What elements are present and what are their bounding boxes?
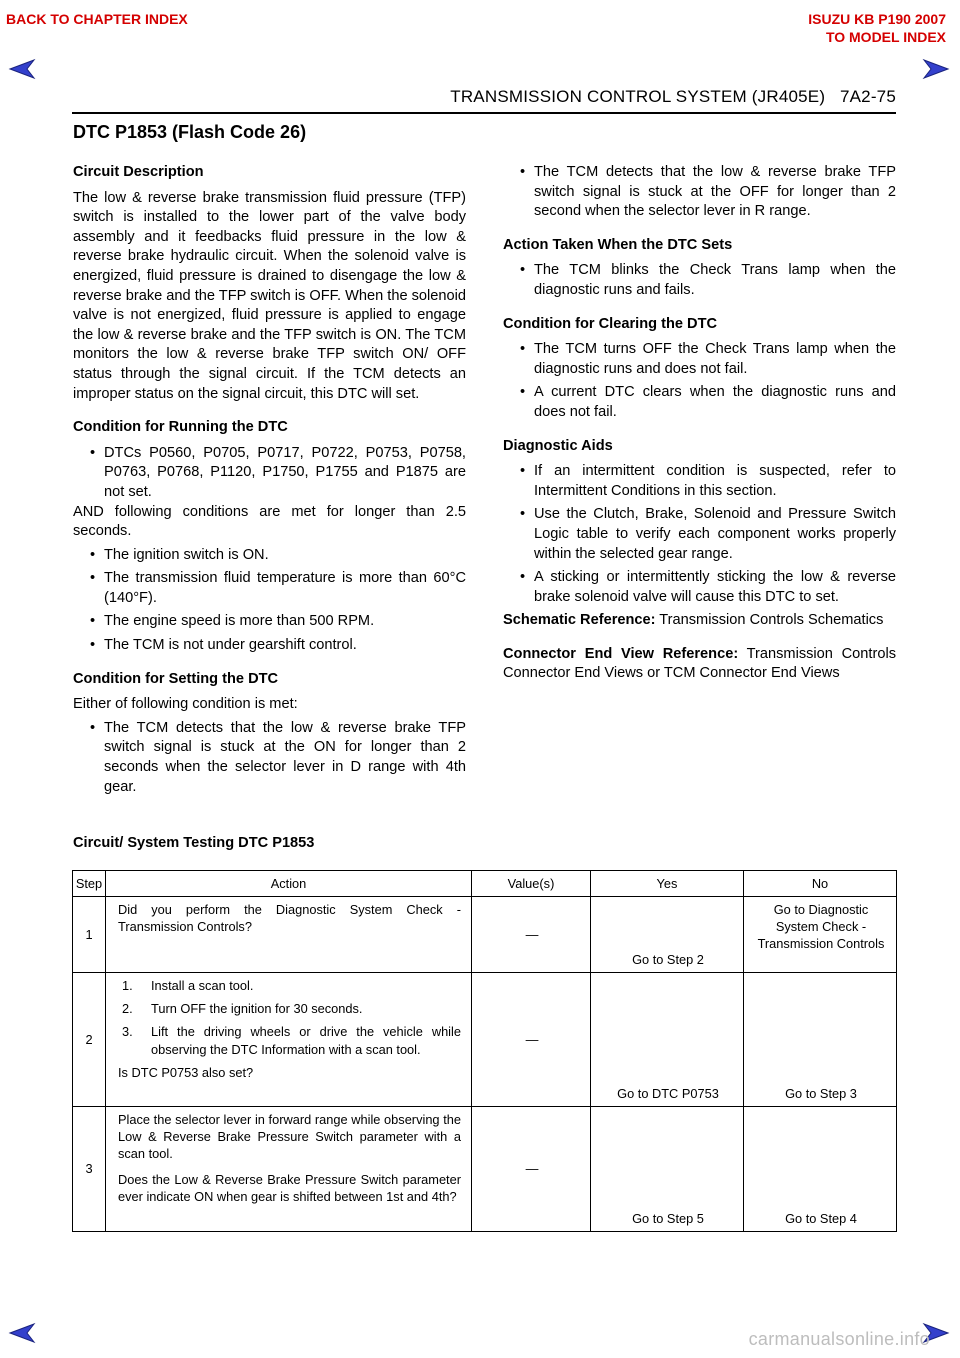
connector-reference-label: Connector End View Reference: (503, 645, 739, 662)
list-item: • The TCM is not under gearshift control. (73, 636, 466, 656)
list-item: • Use the Clutch, Brake, Solenoid and Pressure Switch Logic table to verify each component works properly within the selected gear range. (503, 505, 896, 564)
diagnostic-aids-heading: Diagnostic Aids (503, 437, 613, 454)
list-item: • The transmission fluid temperature is more than 60°C (140°F). (73, 569, 466, 608)
step-question: Is DTC P0753 also set? (118, 1064, 254, 1080)
column-header-no: No (744, 871, 897, 897)
step-yes[interactable]: Go to DTC P0753 (591, 973, 744, 1107)
page-title: DTC P1853 (Flash Code 26) (73, 122, 307, 142)
schematic-reference-label: Schematic Reference: (503, 612, 656, 629)
column-header-action: Action (106, 871, 472, 897)
header-rule (72, 112, 896, 114)
list-item: • The engine speed is more than 500 RPM. (73, 612, 466, 632)
clearing-conditions-heading: Condition for Clearing the DTC (503, 315, 718, 332)
list-item: • The TCM blinks the Check Trans lamp when the diagnostic runs and fails. (503, 261, 896, 300)
right-column (503, 163, 896, 698)
step-action-list (118, 977, 461, 1058)
watermark: carmanualsonline.info (748, 1329, 930, 1349)
running-header: TRANSMISSION CONTROL SYSTEM (JR405E) 7A2-75 (450, 87, 896, 106)
step-value: — (472, 897, 591, 973)
table-header-row (73, 871, 897, 897)
model-title-link[interactable]: ISUZU KB P190 2007 (808, 11, 946, 27)
and-conditions-text: AND following conditions are met for longer than 2.5 seconds. (73, 503, 466, 540)
step-instruction: Place the selector lever in forward range while observing the Low & Reverse Brake Pressure Switch parameter with a scan tool. (118, 1112, 461, 1162)
table-row (73, 897, 897, 973)
step-yes[interactable]: Go to Step 2 (591, 897, 744, 973)
connector-reference (503, 645, 896, 684)
list-item: • The TCM detects that the low & reverse brake TFP switch signal is stuck at the OFF for longer than 2 second when the selector lever in R range. (503, 163, 896, 222)
left-column (73, 163, 466, 811)
list-item: • The TCM detects that the low & reverse brake TFP switch signal is stuck at the ON for longer than 2 seconds when the selector lever in D range with 4th gear. (73, 719, 466, 797)
step-number: 1 (73, 897, 106, 973)
diagnostic-steps-table (72, 870, 897, 1232)
step-action (106, 973, 472, 1107)
list-item: • The ignition switch is ON. (73, 546, 466, 566)
list-item: 1. Install a scan tool. (122, 978, 254, 993)
schematic-reference (503, 611, 896, 631)
step-action (106, 1107, 472, 1232)
step-question: Does the Low & Reverse Brake Pressure Switch parameter ever indicate ON when gear is shifted between 1st and 4th? (118, 1171, 461, 1204)
list-item: • DTCs P0560, P0705, P0717, P0722, P0753, P0758, P0763, P0768, P1120, P1750, P1755 and P1875 are not set. (73, 444, 466, 503)
list-item: • A sticking or intermittently sticking the low & reverse brake solenoid valve will cause this DTC to set. (503, 568, 896, 607)
system-testing-heading: Circuit/ System Testing DTC P1853 (73, 835, 315, 851)
action-taken-heading: Action Taken When the DTC Sets (503, 236, 733, 253)
step-value: — (472, 1107, 591, 1232)
step-no[interactable]: Go to Diagnostic System Check - Transmission Controls (744, 897, 897, 973)
circuit-description-heading: Circuit Description (73, 164, 204, 180)
previous-page-arrow-icon[interactable] (8, 58, 36, 80)
step-number: 3 (73, 1107, 106, 1232)
list-item: • A current DTC clears when the diagnostic runs and does not fail. (503, 383, 896, 422)
previous-page-bottom-arrow-icon[interactable] (8, 1322, 36, 1344)
step-yes[interactable]: Go to Step 5 (591, 1107, 744, 1232)
connector-reference-link[interactable]: Transmission Controls Connector End Views or TCM Connector End Views (503, 645, 896, 682)
list-item: • The TCM turns OFF the Check Trans lamp when the diagnostic runs and does not fail. (503, 340, 896, 379)
column-header-step: Step (73, 871, 106, 897)
step-action: Did you perform the Diagnostic System Check - Transmission Controls? (106, 897, 472, 973)
list-item: • If an intermittent condition is suspected, refer to Intermittent Conditions in this section. (503, 462, 896, 501)
back-to-chapter-index-link[interactable]: BACK TO CHAPTER INDEX (6, 11, 188, 27)
list-item: 2. Turn OFF the ignition for 30 seconds. (122, 1001, 363, 1017)
running-conditions-heading: Condition for Running the DTC (73, 419, 288, 436)
setting-intro-text: Either of following condition is met: (73, 696, 298, 713)
table-row (73, 973, 897, 1107)
setting-conditions-heading: Condition for Setting the DTC (73, 670, 279, 687)
step-no[interactable]: Go to Step 4 (744, 1107, 897, 1232)
column-header-values: Value(s) (472, 871, 591, 897)
step-number: 2 (73, 973, 106, 1107)
circuit-description-text: The low & reverse brake transmission fluid pressure (TFP) switch is installed to the lower part of the valve body assembly and it feedbacks fluid pressure in the low & reverse brake hydraulic circuit. When the solenoid valve is energized, fluid pressure is drained to disengage the low & reverse brake and the TFP switch is OFF. When the solenoid valve is not energized, fluid pressure is applied to engage the low & reverse brake and the TFP switch is ON. The TCM monitors the low & reverse brake TFP switch ON/ OFF status through the signal circuit. If the TCM detects an improper status on the signal circuit, this DTC will set. (73, 189, 466, 402)
model-index-block[interactable] (808, 10, 946, 46)
step-value: — (472, 973, 591, 1107)
column-header-yes: Yes (591, 871, 744, 897)
next-page-arrow-icon[interactable] (922, 58, 950, 80)
table-row (73, 1107, 897, 1232)
step-no[interactable]: Go to Step 3 (744, 973, 897, 1107)
list-item: 3. Lift the driving wheels or drive the vehicle while observing the DTC Information with a scan tool. (122, 1024, 461, 1057)
to-model-index-link[interactable]: TO MODEL INDEX (825, 29, 946, 45)
schematic-reference-link[interactable]: Transmission Controls Schematics (659, 612, 884, 629)
